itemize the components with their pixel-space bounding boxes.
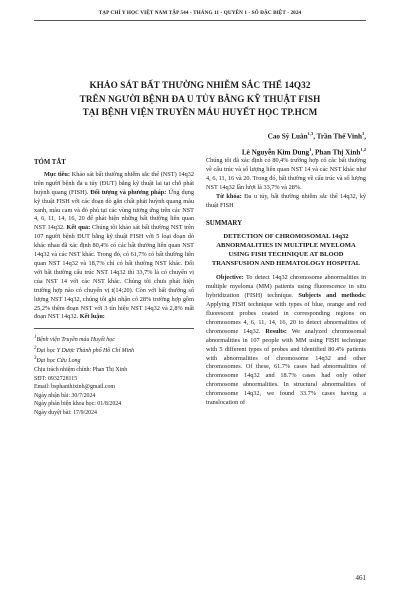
en-results-text: We analyzed chromosomal abnormalities in 107 people with MM using FISH technique with 5 different types of probes and identified 80.4% patients with abnormalities of chromosome 14q32 and other chromosomes. Of these, 61.7% cases had abnormalities of chromosome 14q32 and 18.7% cases had only other chromosome abnormalities. In structural abnormalities of chromosome 14q32, we found 33.7% cases having a translocation of <box>206 327 366 407</box>
keywords-text: Đa u tủy, bất thường nhiễm sắc thể 14q32, kỹ thuật FISH <box>206 192 367 209</box>
footnote-received: Ngày nhận bài: 30/7/2024 <box>34 392 96 399</box>
vi-abstract-heading: TÓM TẮT <box>34 159 66 166</box>
footnote-responsible: Chịu trách nhiệm chính: Phan Thị Xinh <box>34 367 128 373</box>
conclusion-label: Kết luận: <box>79 313 105 321</box>
footnote-accepted: Ngày duyệt bài: 17/9/2024 <box>34 409 97 416</box>
author-affil: 1 <box>361 131 365 136</box>
results-label: Kết quả: <box>66 224 91 232</box>
footnote-affil-2: $^2$Đại học Y Dược Thành phố Hồ Chí Minh <box>34 345 135 354</box>
footnote-phone: SĐT: 0932728115 <box>34 375 78 382</box>
vi-abstract-continued <box>206 157 366 193</box>
footnote-reviewed: Ngày phản biện khoa học: 01/8/2024 <box>34 401 122 408</box>
conclusion-text: Chúng tôi đã xác định có 80,4% trường hợp có các bất thường về cấu trúc và số lượng liên quan NST 14 và các NST khác như 4, 6, 11, 16 và 20. Trong đó, bất thường về cấu trúc và số lượng NST 14q32 lần lượt là 33,7% và 28%. <box>206 157 366 191</box>
footnote-text: Đại học Y Dược Thành phố Hồ Chí Minh <box>36 347 135 354</box>
footnote-affil-3: $^3$Đại học Cửu Long <box>34 356 81 365</box>
author-sep: , <box>364 132 366 141</box>
author-affil: 1,3 <box>307 131 314 136</box>
author-affil: 1,2 <box>360 147 366 153</box>
en-abstract-body <box>206 274 366 408</box>
footnote-text: Đại học Cửu Long <box>36 358 81 365</box>
en-objective-label: Objective: <box>216 274 244 282</box>
right-column <box>206 157 366 408</box>
journal-header: TẠP CHÍ Y HỌC VIỆT NAM TẬP 544 - THÁNG 11 - QUYỂN 1 - SỐ ĐẶC BIỆT - 2024 <box>98 10 302 16</box>
en-methods-label: Subjects and methods: <box>298 292 366 300</box>
en-title: DETECTION OF CHROMOSOMAL 14q32 ABNORMALITIES IN MULTIPLE MYELOMA USING FISH TECHNIQUE AT BLOOD TRANSFUSION AND HEMATOLOGY HOSPITAL <box>211 233 361 268</box>
article-title <box>40 79 360 120</box>
objective-label: Mục tiêu: <box>44 170 70 178</box>
footnote-affil-1: $^1$Bệnh viện Truyền máu Huyết học <box>34 335 115 344</box>
footnote-rule <box>34 328 194 329</box>
keywords-label: Từ khóa: <box>216 192 242 200</box>
author-name: Lê Nguyễn Kim Dung <box>241 148 310 157</box>
keywords <box>206 193 366 211</box>
methods-text: Ứng dụng kỹ thuật FISH với các đoạn dò gắn chất phát huỳnh quang màu xanh, màu cam và đỏ phủ tại các vùng tương ứng trên các NST 4, 6, 11, 14, 16, 20 để phát hiện những bất thường liên quan NST 14q32. <box>34 188 195 232</box>
objective-text: Khảo sát bất thường nhiễm sắc thể (NST) 14q32 trên người bệnh đa u tủy (ĐUT) bằng kỹ thuật lai tại chỗ phát huỳnh quang (FISH). <box>34 170 194 196</box>
footnote-text: Bệnh viện Truyền máu Huyết học <box>36 337 115 344</box>
summary-heading: SUMMARY <box>206 220 243 228</box>
vi-abstract-body <box>34 171 194 322</box>
en-methods-text: Applying FISH technique with types of blue, orange and red fluorescent probes coated in corresponding regions on chromosomes 4, 6, 11, 14, 16, 20 to detect abnormalities of chromosome 14q32. <box>206 301 366 335</box>
footnote-email: Email: bsphanthixinh@gmail.com <box>34 384 116 391</box>
author-affil: 1 <box>309 147 312 153</box>
left-column <box>34 157 194 418</box>
title-line-1: KHẢO SÁT BẤT THƯỜNG NHIỄM SẮC THỂ 14Q32 <box>89 80 311 90</box>
header-rule <box>34 20 366 21</box>
en-objective-text: To detect 14q32 chromosome abnormalities in multiple myeloma (MM) patients using fluorescence in situ hybridization (FISH) technique. <box>206 274 366 300</box>
methods-label: Đối tượng và phương pháp: <box>90 188 167 196</box>
author-list <box>66 127 366 160</box>
author-name: Cao Sỹ Luân <box>267 132 308 141</box>
title-line-3: TẠI BỆNH VIỆN TRUYỀN MÁU HUYẾT HỌC TP.HCM <box>82 107 318 117</box>
footnotes <box>34 334 194 417</box>
en-results-label: Results: <box>265 327 287 335</box>
author-line-1 <box>66 127 366 143</box>
page-number: 461 <box>355 574 366 582</box>
results-text: Chúng tôi khảo sát bất thường NST trên 107 người bệnh ĐUT bằng kỹ thuật FISH với 5 loại đoạn dò khác nhau đã xác định 80,4% có các bất thường liên quan NST 14q32 và các NST khác. Trong đó, có 61,7% có bất thường liên quan NST 14q32 và 18,7% chỉ có bất thường NST khác. Đối với bất thường cấu trúc NST 14q32 thì 33,7% là có chuyển vị của NST 14 với các NST khác. Chúng tôi chưa phát hiện trường hợp nào có chuyển vị t(14;20). Còn với bất thường số lượng NST 14q32, chúng tôi ghi nhận có 28% trường hợp gồm 25,2% thêm đoạn NST với 3 tín hiệu NST 14q32 và 2,8% mất đoạn NST 14q32. <box>34 224 195 321</box>
author-name: , Trần Thế Vinh <box>313 132 362 141</box>
author-name: , Phan Thị Xinh <box>311 148 361 157</box>
title-line-2: TRÊN NGƯỜI BỆNH ĐA U TỦY BẰNG KỸ THUẬT FISH <box>79 93 321 104</box>
